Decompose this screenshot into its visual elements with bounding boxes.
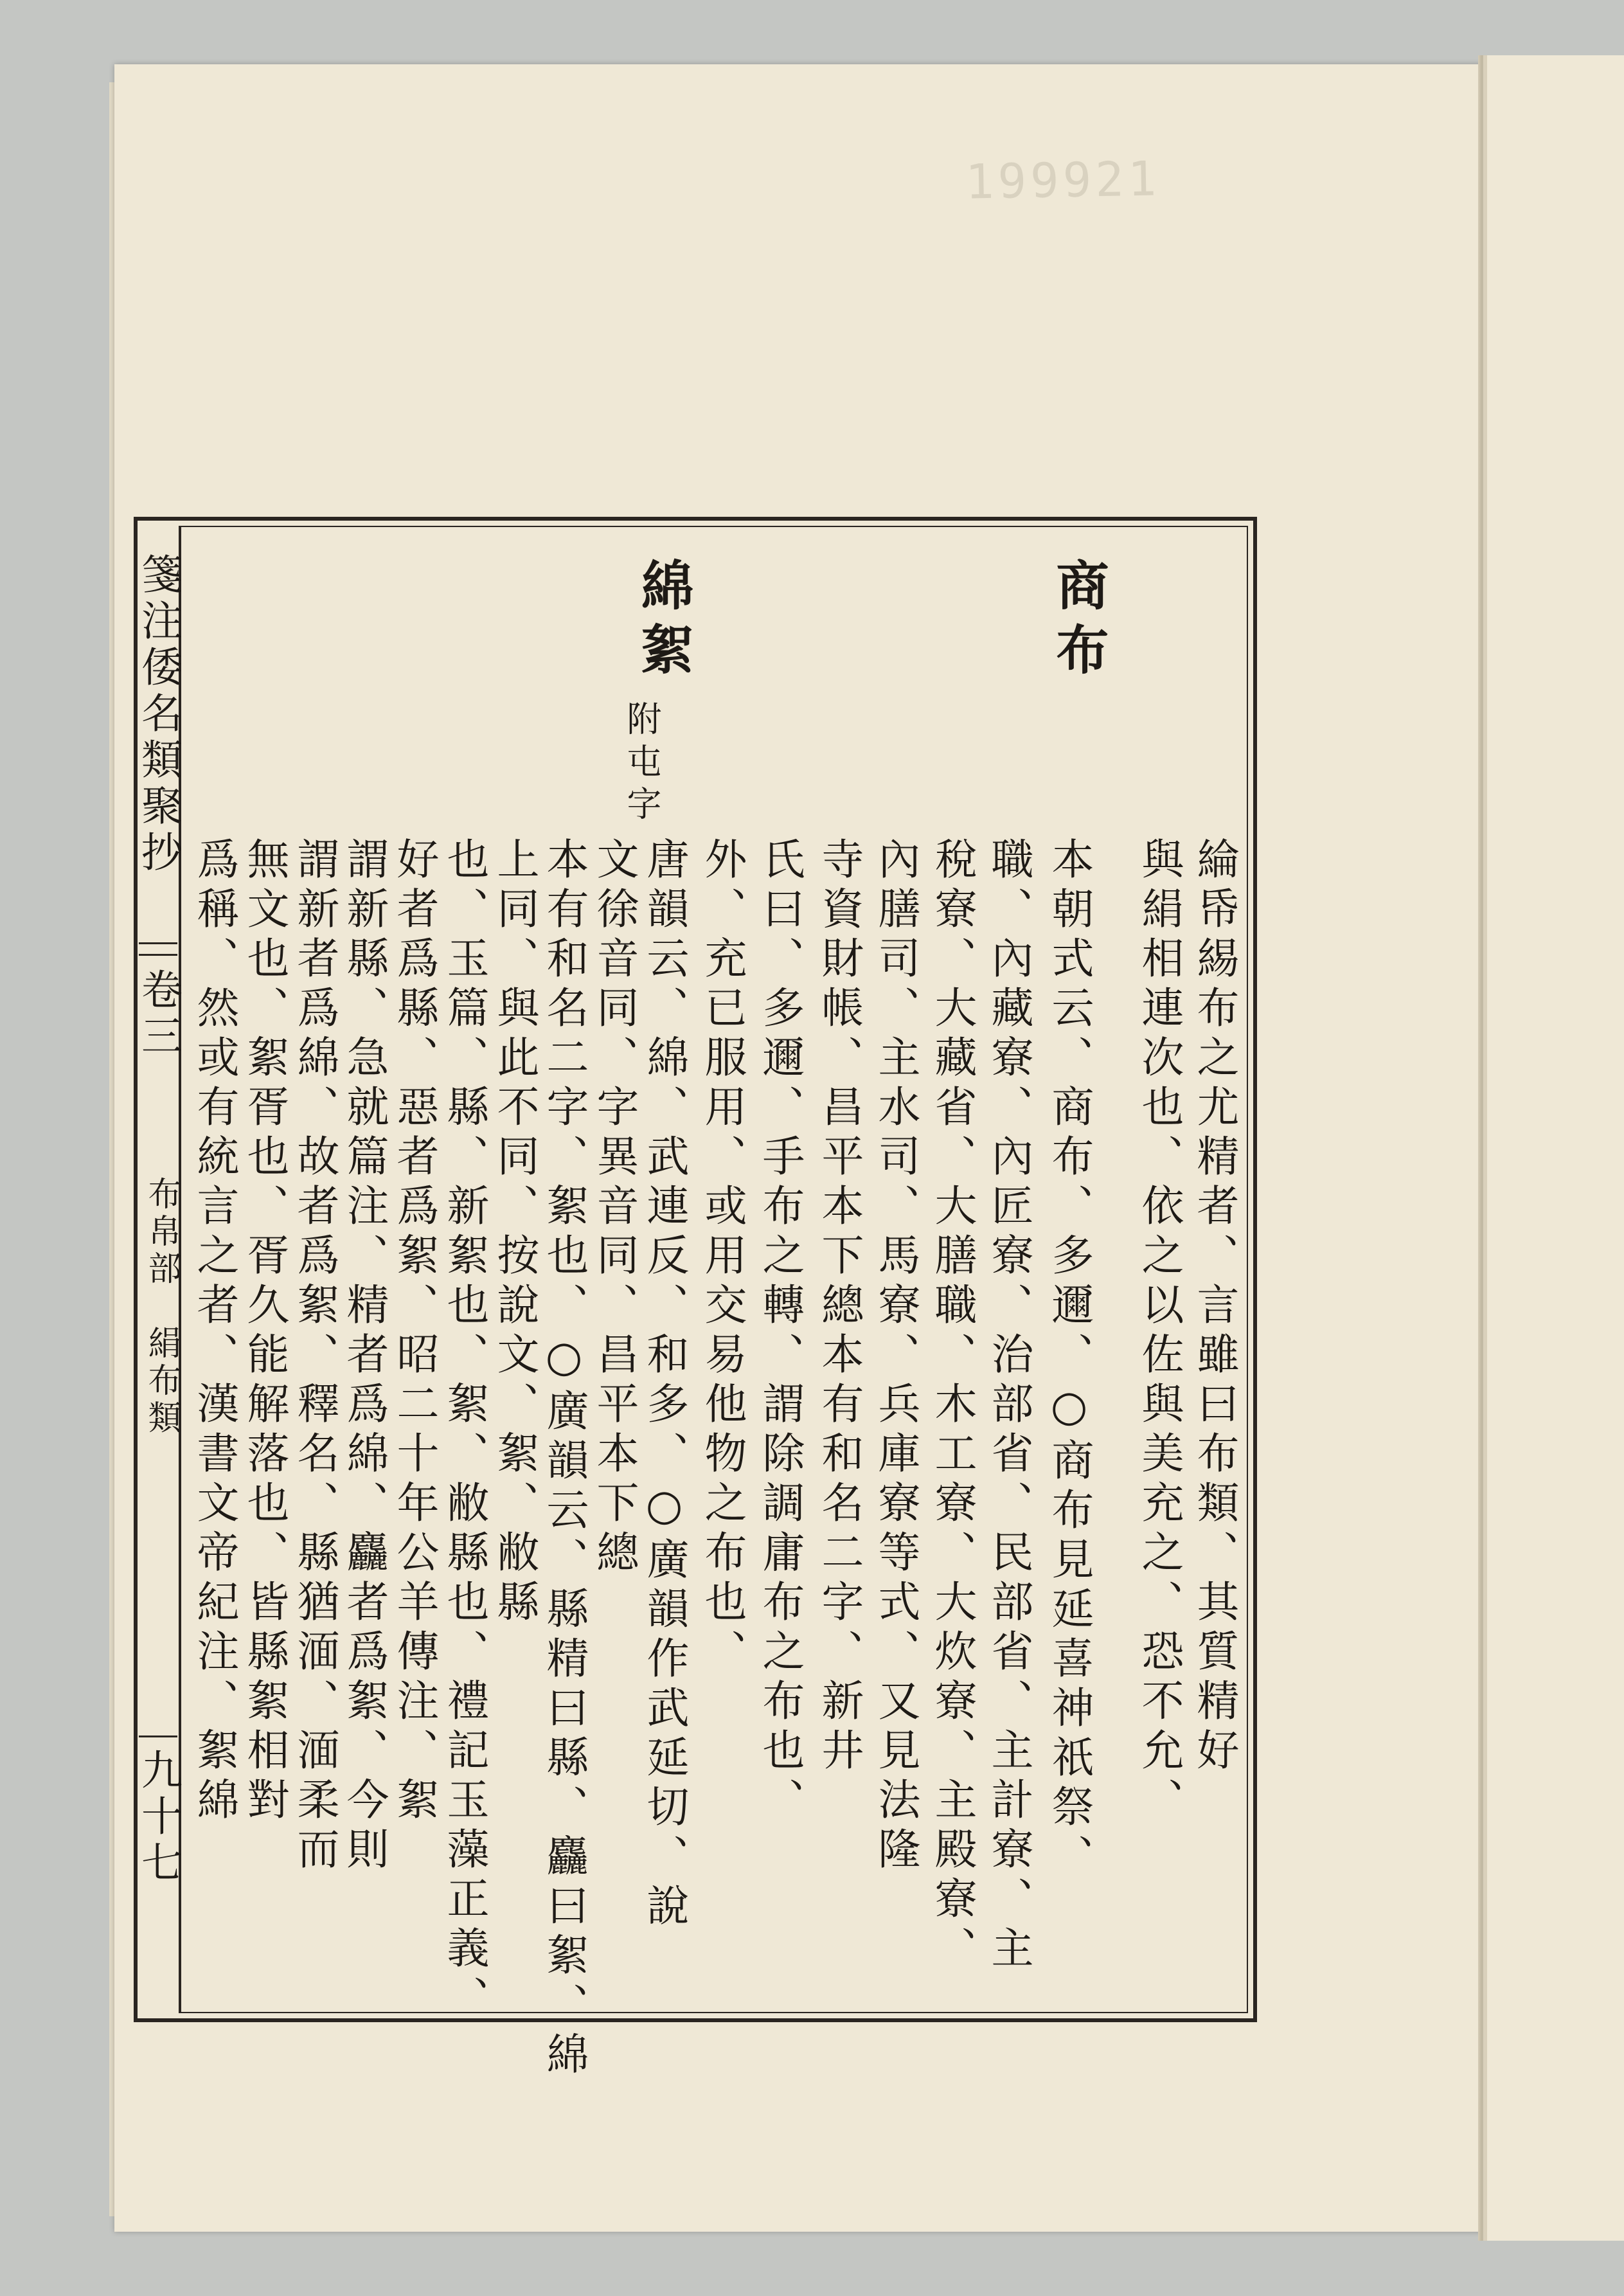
text-column: 唐韻云、綿、武連反、和多、○廣韻作武延切、說 xyxy=(639,837,689,1933)
text-column: 寺資財帳、昌平本下總本有和名二字、新井 xyxy=(814,837,864,1777)
text-column: 文徐音同、字異音同、昌平本下總 xyxy=(589,837,639,1579)
entry-heading: 商布 xyxy=(1048,558,1109,686)
text-column: 也、玉篇、縣、新絮也、絮、敝縣也、禮記玉藻正義、 xyxy=(440,837,489,2025)
margin-rule-bottom xyxy=(139,1735,177,1737)
text-column: 職、內藏寮、內匠寮、治部省、民部省、主計寮、主 xyxy=(984,837,1033,1975)
page-number: 九十七 xyxy=(134,1748,182,1887)
adjacent-page xyxy=(1483,55,1624,2241)
book-title: 箋注倭名類聚抄 xyxy=(134,553,182,877)
library-stamp: 199921 xyxy=(965,151,1161,210)
text-column: 本有和名二字、絮也、○廣韻云、縣精曰縣、麤曰絮、綿 xyxy=(539,837,589,2081)
text-column: 綸帋緆布之尤精者、言雖曰布類、其質精好 xyxy=(1190,837,1239,1777)
text-column: 謂新者爲綿、故者爲絮、釋名、縣猶湎、湎柔而 xyxy=(290,837,339,1876)
text-column: 爲稱、然或有統言之者、漢書文帝紀注、絮綿 xyxy=(190,837,239,1827)
text-column: 謂新縣、急就篇注、精者爲綿、麤者爲絮、今則 xyxy=(339,837,389,1876)
text-column: 無文也、絮胥也、胥久能解落也、皆縣絮相對 xyxy=(240,837,289,1827)
text-column: 本朝式云、商布、多邇、○商布見延喜神祇祭、 xyxy=(1044,837,1094,1883)
text-column: 稅寮、大藏省、大膳職、木工寮、大炊寮、主殿寮、 xyxy=(927,837,977,1975)
entry-heading: 綿絮 xyxy=(632,558,694,686)
text-column: 氏曰、多邇、手布之轉、謂除調庸布之布也、 xyxy=(755,837,805,1827)
section-label: 布帛部 xyxy=(142,1176,181,1288)
text-column: 外、充已服用、或用交易他物之布也、 xyxy=(697,837,747,1678)
text-column: 內膳司、主水司、馬寮、兵庫寮等式、又見法隆 xyxy=(871,837,920,1876)
volume-label: 卷三 xyxy=(134,968,182,1061)
entry-subheading: 附屯字 xyxy=(621,701,662,828)
margin-rule-top2 xyxy=(139,954,177,956)
text-column: 上同、與此不同、按說文、絮、敝縣 xyxy=(490,837,539,1629)
margin-rule-top xyxy=(139,942,177,944)
text-column: 好者爲縣、惡者爲絮、昭二十年公羊傳注、絮 xyxy=(389,837,439,1827)
text-column: 與絹相連次也、依之以佐與美充之、恐不允、 xyxy=(1134,837,1184,1827)
category-label: 絹布類 xyxy=(142,1325,181,1437)
